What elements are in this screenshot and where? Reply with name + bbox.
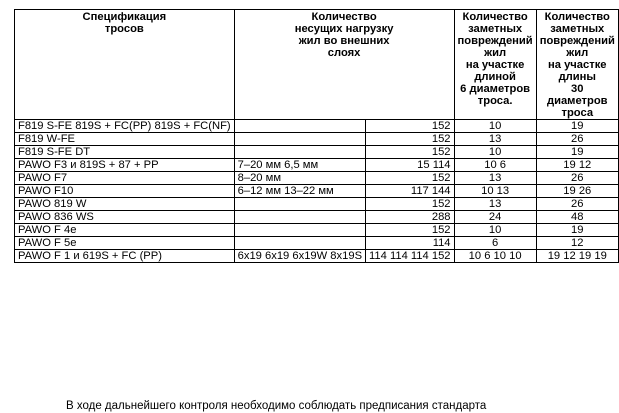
cell-diameter: 8–20 мм [234,172,365,185]
cell-diameter [234,133,365,146]
cell-load-wires: 15 114 [366,159,455,172]
cell-spec-name: F819 S-FE DT [15,146,235,159]
cell-spec-name: PAWO F3 и 819S + 87 + PP [15,159,235,172]
cell-damage-30d: 12 [536,237,618,250]
cell-damage-6d: 10 6 10 10 [454,250,536,263]
cell-diameter [234,146,365,159]
cell-load-wires: 152 [366,198,455,211]
footer-text: В ходе дальнейшего контроля необходимо соблюдать предписания стандарта [66,400,487,412]
cell-spec-name: PAWO 836 WS [15,211,235,224]
cell-damage-30d: 19 12 [536,159,618,172]
cell-load-wires: 117 144 [366,185,455,198]
header-spec: Спецификация тросов [15,10,235,120]
header-damage-6d: Количество заметных повреждений жил на участке длиной 6 диаметров троса. [454,10,536,120]
table-row [15,159,619,172]
table-row [15,211,619,224]
table-row [15,185,619,198]
cell-load-wires: 152 [366,120,455,133]
cell-damage-6d: 10 [454,146,536,159]
cell-damage-6d: 24 [454,211,536,224]
cell-diameter [234,211,365,224]
cell-damage-6d: 13 [454,133,536,146]
cell-load-wires: 152 [366,224,455,237]
cell-spec-name: PAWO F 1 и 619S + FC (PP) [15,250,235,263]
table-row [15,237,619,250]
header-damage-30d: Количество заметных повреждений жил на участке длины 30 диаметров троса [536,10,618,120]
cell-load-wires: 114 114 114 152 [366,250,455,263]
cell-diameter [234,198,365,211]
cell-diameter [234,237,365,250]
cell-damage-6d: 10 [454,120,536,133]
table-row [15,172,619,185]
cell-spec-name: F819 W-FE [15,133,235,146]
table-row [15,146,619,159]
cell-diameter: 7–20 мм 6,5 мм [234,159,365,172]
cell-load-wires: 114 [366,237,455,250]
table-header-row [15,10,619,120]
cell-spec-name: PAWO F10 [15,185,235,198]
table-row [15,133,619,146]
cell-damage-30d: 19 26 [536,185,618,198]
cell-damage-30d: 19 [536,120,618,133]
cell-load-wires: 288 [366,211,455,224]
cell-load-wires: 152 [366,172,455,185]
cell-damage-6d: 13 [454,172,536,185]
table-row [15,198,619,211]
cell-spec-name: PAWO F7 [15,172,235,185]
cell-damage-6d: 10 13 [454,185,536,198]
cell-load-wires: 152 [366,133,455,146]
cell-diameter: 6–12 мм 13–22 мм [234,185,365,198]
cell-load-wires: 152 [366,146,455,159]
cell-damage-6d: 6 [454,237,536,250]
cell-diameter [234,224,365,237]
cell-spec-name: PAWO 819 W [15,198,235,211]
cell-damage-30d: 19 [536,224,618,237]
table-row [15,224,619,237]
cell-damage-30d: 48 [536,211,618,224]
cell-damage-30d: 19 [536,146,618,159]
cell-damage-30d: 26 [536,133,618,146]
table-row [15,120,619,133]
cell-damage-6d: 13 [454,198,536,211]
cell-damage-30d: 19 12 19 19 [536,250,618,263]
cell-spec-name: PAWO F 4e [15,224,235,237]
header-load-wires: Количество несущих нагрузку жил во внешних слоях [234,10,454,120]
table-row [15,250,619,263]
cell-diameter [234,120,365,133]
cell-spec-name: PAWO F 5e [15,237,235,250]
cell-diameter: 6x19 6x19 6x19W 8x19S [234,250,365,263]
cell-damage-6d: 10 6 [454,159,536,172]
cell-damage-30d: 26 [536,198,618,211]
rope-spec-table [14,9,619,263]
cell-damage-6d: 10 [454,224,536,237]
cell-damage-30d: 26 [536,172,618,185]
cell-spec-name: F819 S-FE 819S + FC(PP) 819S + FC(NF) [15,120,235,133]
